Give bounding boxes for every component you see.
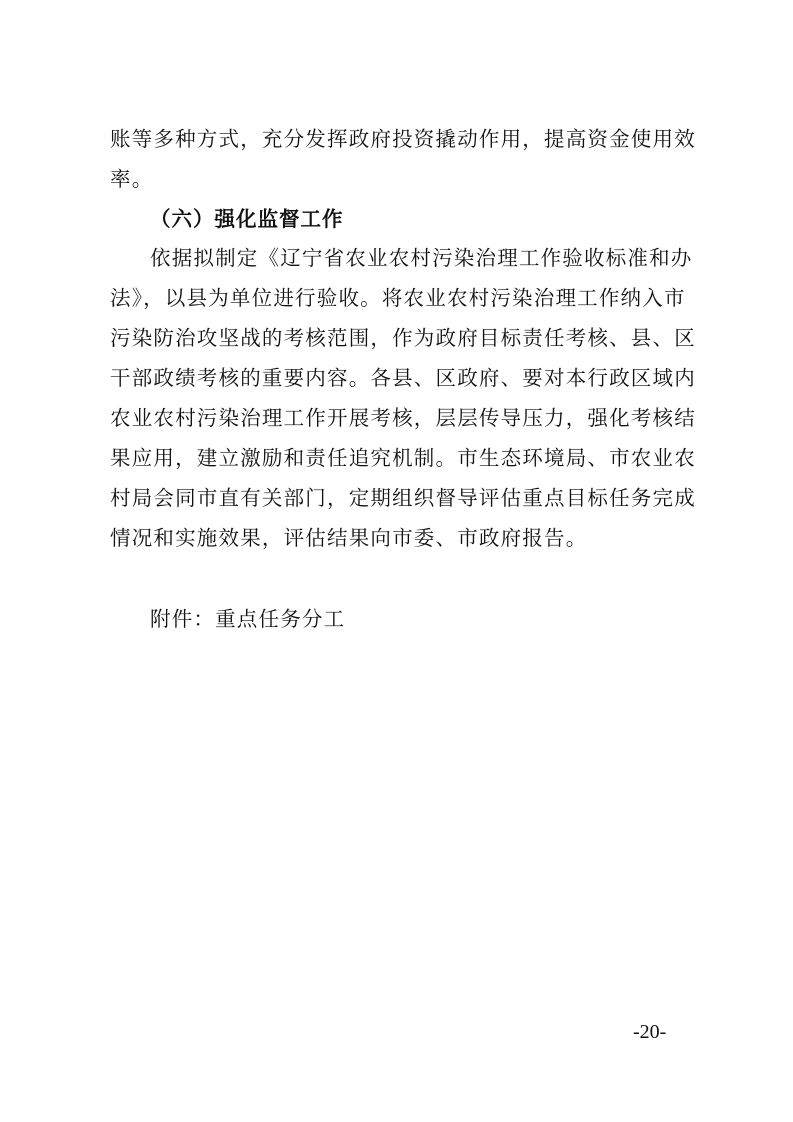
paragraph-2-line-4: 干部政绩考核的重要内容。各县、区政府、要对本行政区域内 bbox=[110, 366, 696, 390]
paragraph-2-line-1: 依据拟制定《辽宁省农业农村污染治理工作验收标准和办 bbox=[150, 246, 693, 270]
paragraph-1-line-2: 率。 bbox=[110, 167, 154, 191]
paragraph-2-line-7: 村局会同市直有关部门，定期组织督导评估重点目标任务完成 bbox=[110, 486, 696, 510]
section-heading: （六）强化监督工作 bbox=[150, 207, 344, 231]
paragraph-2-line-8: 情况和实施效果，评估结果向市委、市政府报告。 bbox=[110, 526, 588, 550]
paragraph-2-line-2: 法》，以县为单位进行验收。将农业农村污染治理工作纳入市 bbox=[110, 286, 686, 310]
page-number: -20- bbox=[633, 1021, 667, 1043]
paragraph-2-line-5: 农业农村污染治理工作开展考核，层层传导压力，强化考核结 bbox=[110, 406, 696, 430]
paragraph-2-line-6: 果应用，建立激励和责任追究机制。市生态环境局、市农业农 bbox=[110, 446, 696, 470]
attachment-note: 附件：重点任务分工 bbox=[150, 607, 346, 631]
paragraph-2-line-3: 污染防治攻坚战的考核范围，作为政府目标责任考核、县、区 bbox=[110, 326, 696, 350]
paragraph-1-line-1: 账等多种方式，充分发挥政府投资撬动作用，提高资金使用效 bbox=[110, 127, 696, 151]
